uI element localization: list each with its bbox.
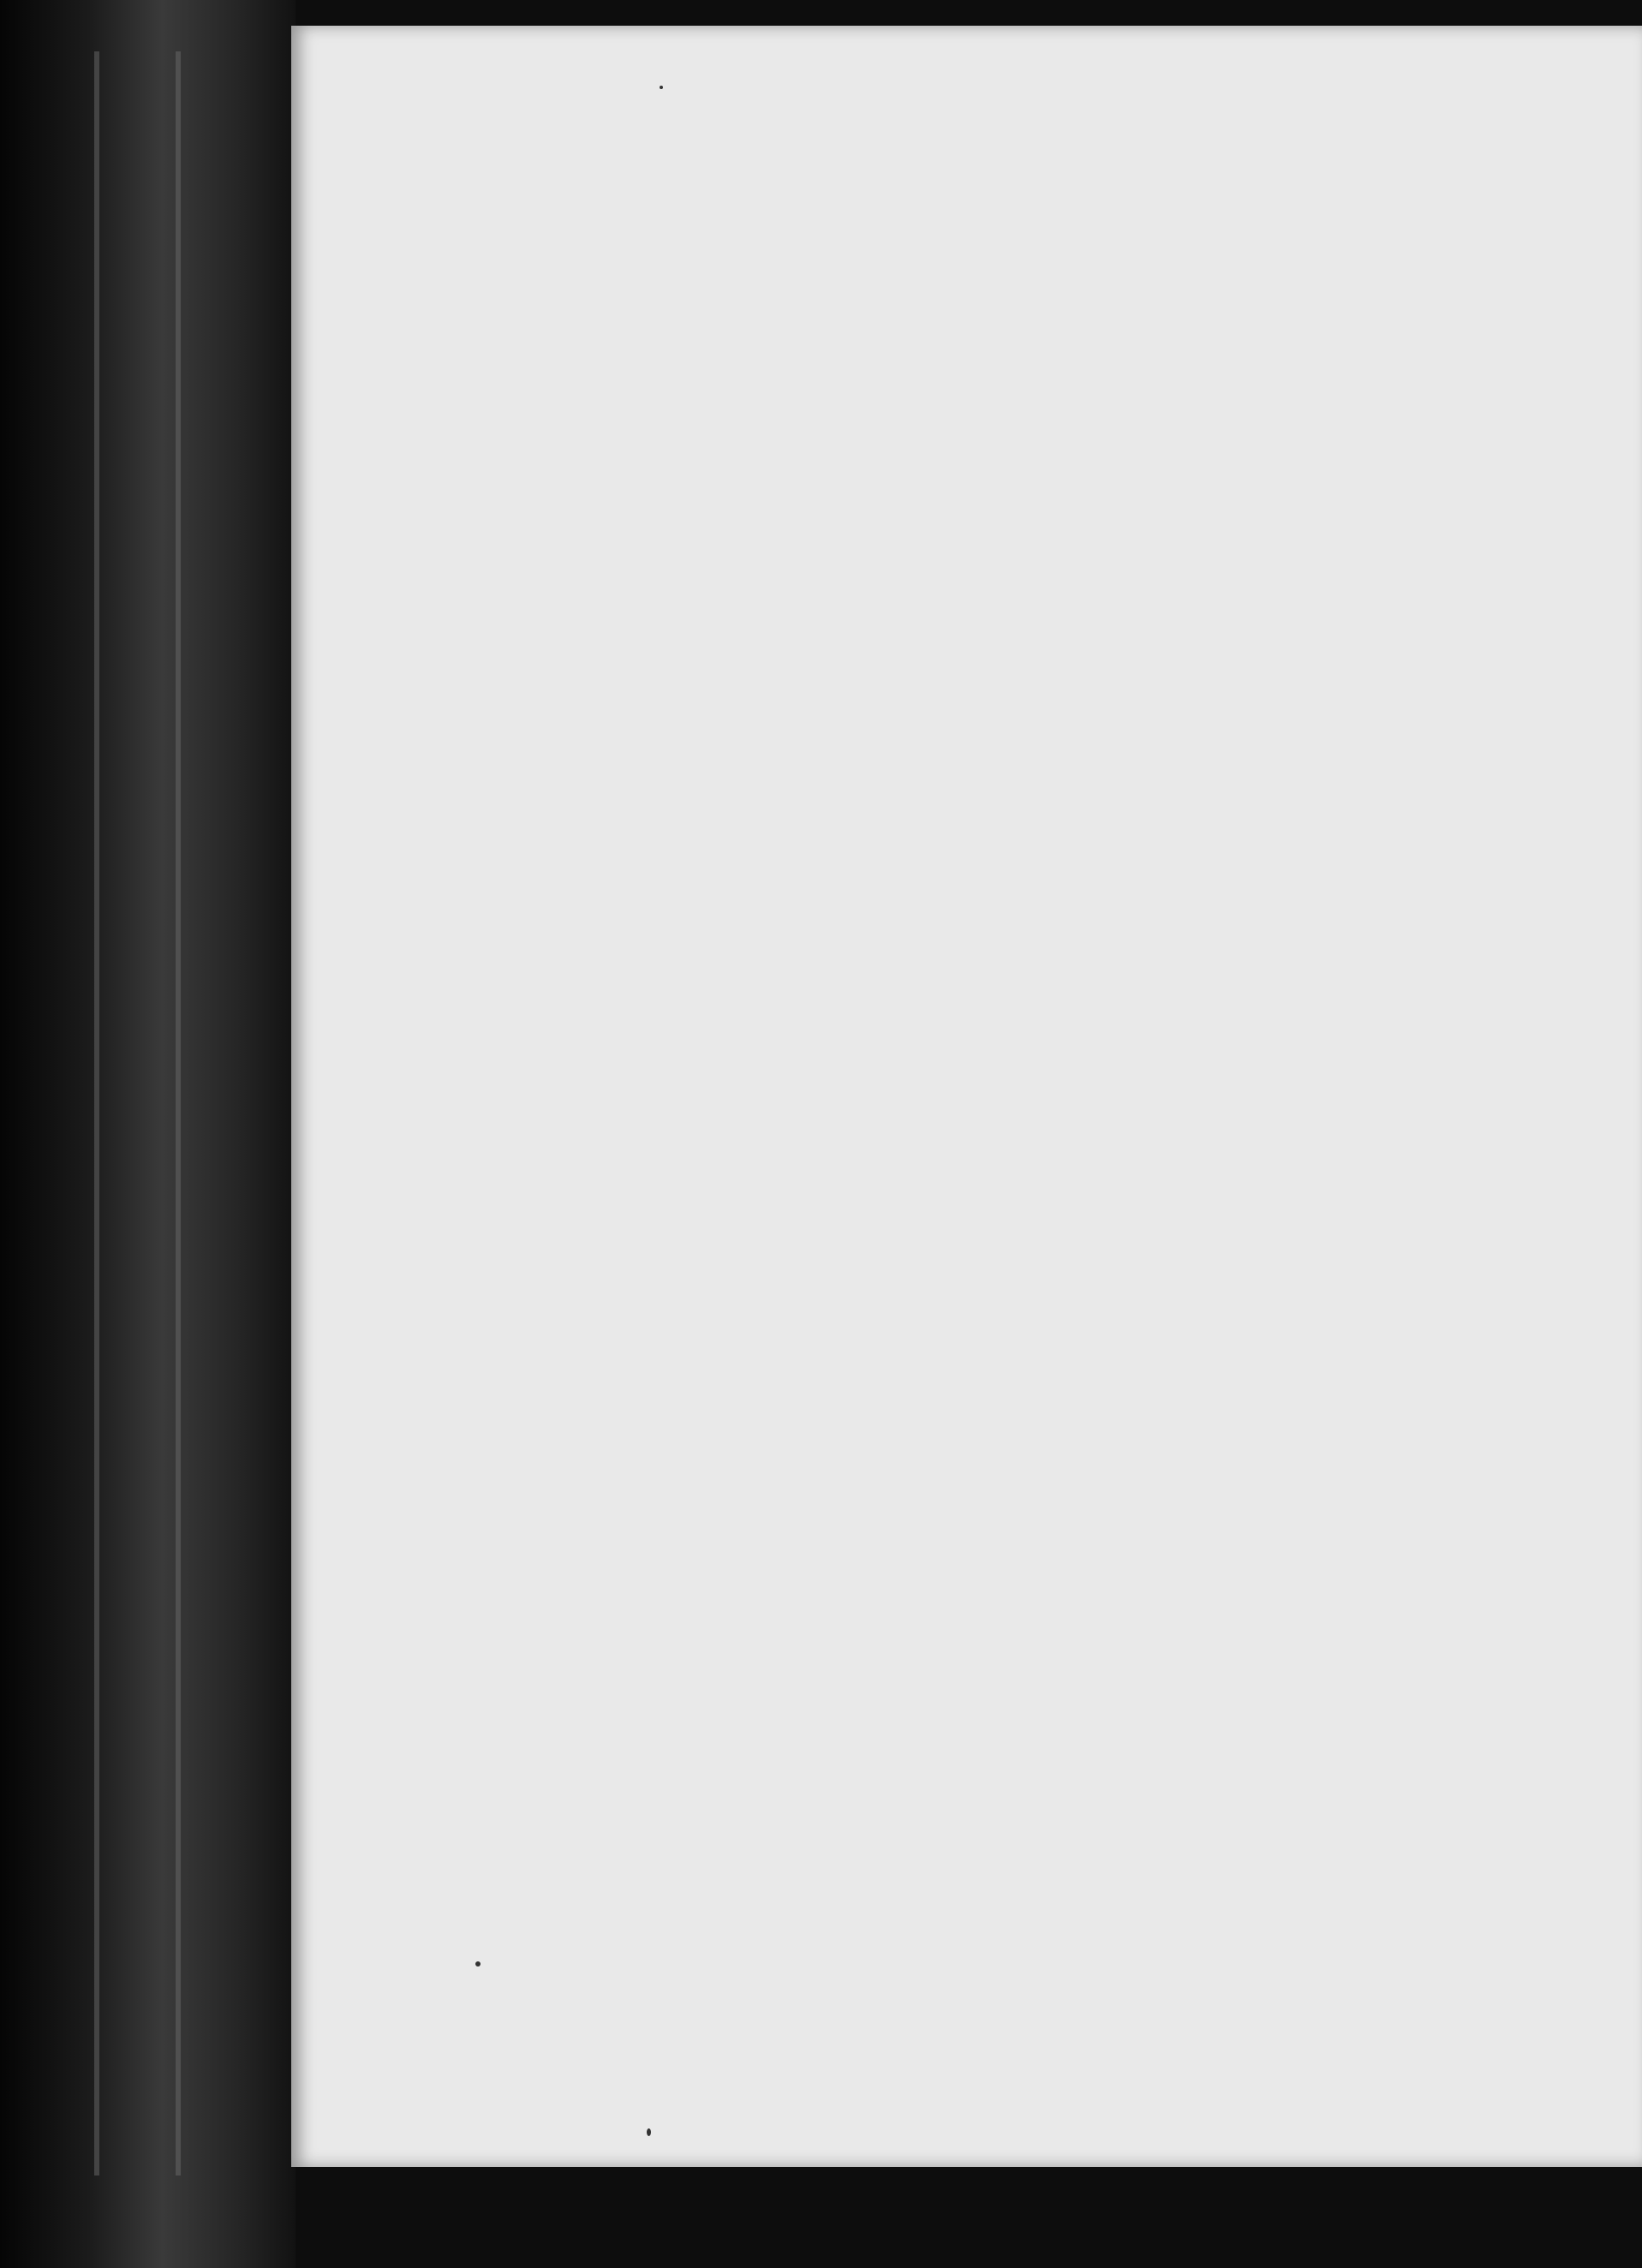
page-text <box>534 272 1532 317</box>
book-binding-edge <box>0 0 296 2268</box>
binding-highlight <box>94 51 99 2175</box>
book-page <box>291 26 1642 2167</box>
scan-speck <box>475 1961 481 1967</box>
scan-speck <box>647 2128 651 2136</box>
scan-speck <box>660 86 663 89</box>
binding-highlight <box>176 51 181 2175</box>
